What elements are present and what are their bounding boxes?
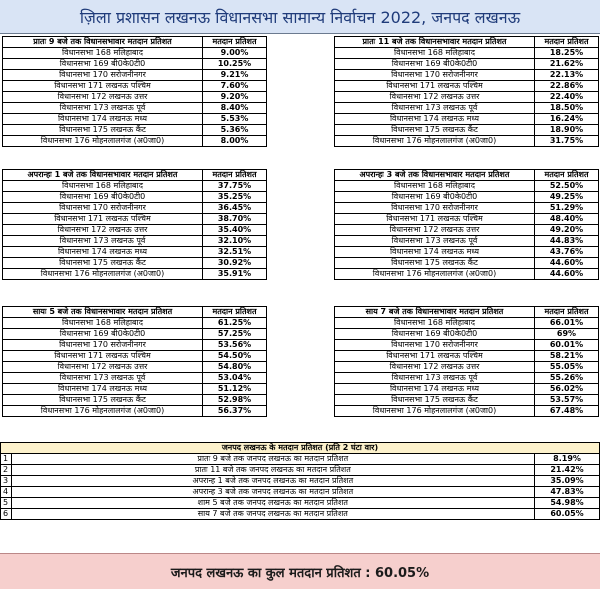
constituency-name: विधानसभा 168 मलिहाबाद bbox=[335, 181, 535, 192]
summary-row bbox=[1, 454, 600, 465]
table-row bbox=[3, 225, 267, 236]
table-row bbox=[335, 59, 599, 70]
constituency-name: विधानसभा 175 लखनऊ कैंट bbox=[3, 258, 203, 269]
table-row bbox=[335, 192, 599, 203]
table-row bbox=[3, 258, 267, 269]
constituency-name: विधानसभा 174 लखनऊ मध्य bbox=[3, 384, 203, 395]
constituency-name: विधानसभा 172 लखनऊ उत्तर bbox=[335, 225, 535, 236]
summary-row bbox=[1, 465, 600, 476]
table-row bbox=[3, 103, 267, 114]
block-header-row bbox=[335, 37, 599, 48]
constituency-name: विधानसभा 169 बी0के0टी0 bbox=[3, 59, 203, 70]
constituency-name: विधानसभा 171 लखनऊ पश्चिम bbox=[3, 81, 203, 92]
table-row bbox=[3, 192, 267, 203]
constituency-name: विधानसभा 172 लखनऊ उत्तर bbox=[3, 362, 203, 373]
constituency-name: विधानसभा 175 लखनऊ कैंट bbox=[335, 395, 535, 406]
turnout-value: 49.20% bbox=[535, 225, 599, 236]
turnout-value: 60.01% bbox=[535, 340, 599, 351]
table-row bbox=[3, 318, 267, 329]
value-column-header: मतदान प्रतिशत bbox=[203, 37, 267, 48]
block-11am-table bbox=[334, 36, 599, 147]
constituency-name: विधानसभा 170 सरोजनीनगर bbox=[335, 340, 535, 351]
constituency-name: विधानसभा 171 लखनऊ पश्चिम bbox=[335, 214, 535, 225]
turnout-value: 36.45% bbox=[203, 203, 267, 214]
constituency-name: विधानसभा 171 लखनऊ पश्चिम bbox=[3, 214, 203, 225]
constituency-name: विधानसभा 168 मलिहाबाद bbox=[335, 48, 535, 59]
turnout-value: 55.05% bbox=[535, 362, 599, 373]
table-row bbox=[335, 70, 599, 81]
table-row bbox=[335, 48, 599, 59]
table-row bbox=[335, 329, 599, 340]
constituency-name: विधानसभा 173 लखनऊ पूर्व bbox=[335, 103, 535, 114]
constituency-name: विधानसभा 169 बी0के0टी0 bbox=[3, 192, 203, 203]
block-3pm-table bbox=[334, 169, 599, 280]
turnout-value: 10.25% bbox=[203, 59, 267, 70]
block-header-label: प्रातः 9 बजे तक विधानसभावार मतदान प्रतिशत bbox=[3, 37, 203, 48]
turnout-value: 56.02% bbox=[535, 384, 599, 395]
turnout-value: 44.83% bbox=[535, 236, 599, 247]
table-row bbox=[3, 214, 267, 225]
constituency-name: विधानसभा 176 मोहनलालगंज (अ0जा0) bbox=[3, 136, 203, 147]
table-row bbox=[335, 258, 599, 269]
turnout-value: 5.53% bbox=[203, 114, 267, 125]
constituency-name: विधानसभा 172 लखनऊ उत्तर bbox=[335, 362, 535, 373]
row-index: 1 bbox=[1, 454, 12, 465]
constituency-name: विधानसभा 170 सरोजनीनगर bbox=[3, 203, 203, 214]
table-row bbox=[335, 406, 599, 417]
block-header-row bbox=[3, 170, 267, 181]
summary-value: 35.09% bbox=[535, 476, 600, 487]
block-header-label: प्रातः 11 बजे तक विधानसभावार मतदान प्रतिशत bbox=[335, 37, 535, 48]
table-row bbox=[335, 247, 599, 258]
value-column-header: मतदान प्रतिशत bbox=[203, 307, 267, 318]
table-row bbox=[3, 351, 267, 362]
constituency-name: विधानसभा 176 मोहनलालगंज (अ0जा0) bbox=[3, 269, 203, 280]
turnout-value: 18.25% bbox=[535, 48, 599, 59]
turnout-value: 51.29% bbox=[535, 203, 599, 214]
constituency-name: विधानसभा 174 लखनऊ मध्य bbox=[335, 247, 535, 258]
table-row bbox=[3, 373, 267, 384]
constituency-name: विधानसभा 173 लखनऊ पूर्व bbox=[3, 373, 203, 384]
constituency-name: विधानसभा 168 मलिहाबाद bbox=[3, 181, 203, 192]
table-row bbox=[335, 373, 599, 384]
value-column-header: मतदान प्रतिशत bbox=[535, 170, 599, 181]
summary-value: 60.05% bbox=[535, 509, 600, 520]
table-row bbox=[335, 384, 599, 395]
table-row bbox=[3, 181, 267, 192]
summary-header: जनपद लखनऊ के मतदान प्रतिशत (प्रति 2 घंटा वार) bbox=[1, 443, 600, 454]
table-row bbox=[3, 406, 267, 417]
table-row bbox=[3, 247, 267, 258]
table-row bbox=[3, 136, 267, 147]
constituency-name: विधानसभा 173 लखनऊ पूर्व bbox=[335, 373, 535, 384]
turnout-value: 18.90% bbox=[535, 125, 599, 136]
constituency-name: विधानसभा 170 सरोजनीनगर bbox=[335, 203, 535, 214]
row-index: 4 bbox=[1, 487, 12, 498]
turnout-value: 35.91% bbox=[203, 269, 267, 280]
constituency-name: विधानसभा 175 लखनऊ कैंट bbox=[3, 395, 203, 406]
turnout-value: 56.37% bbox=[203, 406, 267, 417]
turnout-value: 9.00% bbox=[203, 48, 267, 59]
block-header-label: अपरान्हः 3 बजे तक विधानसभावार मतदान प्रतिशत bbox=[335, 170, 535, 181]
block-1pm-table bbox=[2, 169, 267, 280]
constituency-name: विधानसभा 169 बी0के0टी0 bbox=[335, 192, 535, 203]
constituency-name: विधानसभा 176 मोहनलालगंज (अ0जा0) bbox=[335, 136, 535, 147]
turnout-value: 48.40% bbox=[535, 214, 599, 225]
table-row bbox=[335, 136, 599, 147]
constituency-name: विधानसभा 169 बी0के0टी0 bbox=[335, 59, 535, 70]
turnout-value: 5.36% bbox=[203, 125, 267, 136]
table-row bbox=[335, 103, 599, 114]
turnout-value: 22.13% bbox=[535, 70, 599, 81]
constituency-name: विधानसभा 171 लखनऊ पश्चिम bbox=[335, 81, 535, 92]
constituency-name: विधानसभा 175 लखनऊ कैंट bbox=[335, 125, 535, 136]
table-row bbox=[3, 329, 267, 340]
row-index: 2 bbox=[1, 465, 12, 476]
table-row bbox=[335, 362, 599, 373]
turnout-value: 8.00% bbox=[203, 136, 267, 147]
constituency-name: विधानसभा 168 मलिहाबाद bbox=[335, 318, 535, 329]
block-header-label: साय 7 बजे तक विधानसभावार मतदान प्रतिशत bbox=[335, 307, 535, 318]
constituency-name: विधानसभा 174 लखनऊ मध्य bbox=[335, 114, 535, 125]
block-header-row bbox=[3, 307, 267, 318]
turnout-value: 54.80% bbox=[203, 362, 267, 373]
constituency-name: विधानसभा 172 लखनऊ उत्तर bbox=[3, 92, 203, 103]
turnout-value: 61.25% bbox=[203, 318, 267, 329]
row-index: 3 bbox=[1, 476, 12, 487]
turnout-value: 52.50% bbox=[535, 181, 599, 192]
table-row bbox=[3, 236, 267, 247]
table-row bbox=[335, 236, 599, 247]
row-index: 5 bbox=[1, 498, 12, 509]
constituency-name: विधानसभा 170 सरोजनीनगर bbox=[3, 340, 203, 351]
constituency-name: विधानसभा 175 लखनऊ कैंट bbox=[335, 258, 535, 269]
turnout-value: 32.10% bbox=[203, 236, 267, 247]
summary-value: 8.19% bbox=[535, 454, 600, 465]
turnout-value: 54.50% bbox=[203, 351, 267, 362]
constituency-name: विधानसभा 169 बी0के0टी0 bbox=[335, 329, 535, 340]
turnout-value: 53.56% bbox=[203, 340, 267, 351]
summary-label: शाम 5 बजे तक जनपद लखनऊ का मतदान प्रतिशत bbox=[11, 498, 535, 509]
turnout-value: 67.48% bbox=[535, 406, 599, 417]
total-turnout-banner: जनपद लखनऊ का कुल मतदान प्रतिशत : 60.05% bbox=[0, 553, 600, 589]
row-index: 6 bbox=[1, 509, 12, 520]
summary-value: 54.98% bbox=[535, 498, 600, 509]
table-row bbox=[3, 114, 267, 125]
table-row bbox=[335, 203, 599, 214]
constituency-name: विधानसभा 168 मलिहाबाद bbox=[3, 318, 203, 329]
summary-label: अपरान्ह 1 बजे तक जनपद लखनऊ का मतदान प्रतिशत bbox=[11, 476, 535, 487]
constituency-name: विधानसभा 172 लखनऊ उत्तर bbox=[3, 225, 203, 236]
block-header-label: अपरान्हः 1 बजे तक विधानसभावार मतदान प्रतिशत bbox=[3, 170, 203, 181]
table-row bbox=[3, 70, 267, 81]
table-row bbox=[335, 181, 599, 192]
constituency-name: विधानसभा 174 लखनऊ मध्य bbox=[3, 247, 203, 258]
summary-label: प्रातः 9 बजे तक जनपद लखनऊ का मतदान प्रतिशत bbox=[11, 454, 535, 465]
block-5pm-table bbox=[2, 306, 267, 417]
table-row bbox=[3, 395, 267, 406]
constituency-name: विधानसभा 176 मोहनलालगंज (अ0जा0) bbox=[335, 269, 535, 280]
turnout-value: 52.98% bbox=[203, 395, 267, 406]
constituency-name: विधानसभा 171 लखनऊ पश्चिम bbox=[335, 351, 535, 362]
turnout-value: 32.51% bbox=[203, 247, 267, 258]
constituency-name: विधानसभा 173 लखनऊ पूर्व bbox=[3, 103, 203, 114]
turnout-value: 69% bbox=[535, 329, 599, 340]
summary-value: 47.83% bbox=[535, 487, 600, 498]
constituency-name: विधानसभा 172 लखनऊ उत्तर bbox=[335, 92, 535, 103]
summary-label: साय 7 बजे तक जनपद लखनऊ का मतदान प्रतिशत bbox=[11, 509, 535, 520]
summary-row bbox=[1, 476, 600, 487]
turnout-value: 22.86% bbox=[535, 81, 599, 92]
table-row bbox=[3, 203, 267, 214]
district-summary-table bbox=[0, 442, 600, 520]
constituency-name: विधानसभा 175 लखनऊ कैंट bbox=[3, 125, 203, 136]
table-row bbox=[335, 81, 599, 92]
turnout-value: 38.70% bbox=[203, 214, 267, 225]
summary-value: 21.42% bbox=[535, 465, 600, 476]
constituency-name: विधानसभा 176 मोहनलालगंज (अ0जा0) bbox=[3, 406, 203, 417]
turnout-value: 35.25% bbox=[203, 192, 267, 203]
constituency-name: विधानसभा 174 लखनऊ मध्य bbox=[335, 384, 535, 395]
table-row bbox=[335, 225, 599, 236]
turnout-value: 30.92% bbox=[203, 258, 267, 269]
table-row bbox=[3, 269, 267, 280]
turnout-value: 7.60% bbox=[203, 81, 267, 92]
table-row bbox=[3, 92, 267, 103]
turnout-value: 43.76% bbox=[535, 247, 599, 258]
constituency-name: विधानसभा 173 लखनऊ पूर्व bbox=[3, 236, 203, 247]
constituency-name: विधानसभा 168 मलिहाबाद bbox=[3, 48, 203, 59]
constituency-name: विधानसभा 176 मोहनलालगंज (अ0जा0) bbox=[335, 406, 535, 417]
summary-row bbox=[1, 487, 600, 498]
block-header-row bbox=[335, 170, 599, 181]
turnout-value: 44.60% bbox=[535, 258, 599, 269]
constituency-name: विधानसभा 170 सरोजनीनगर bbox=[3, 70, 203, 81]
table-row bbox=[3, 59, 267, 70]
block-header-label: सायः 5 बजे तक विधानसभावार मतदान प्रतिशत bbox=[3, 307, 203, 318]
block-7pm-table bbox=[334, 306, 599, 417]
table-row bbox=[335, 351, 599, 362]
summary-label: प्रातः 11 बजे तक जनपद लखनऊ का मतदान प्रतिशत bbox=[11, 465, 535, 476]
constituency-name: विधानसभा 171 लखनऊ पश्चिम bbox=[3, 351, 203, 362]
turnout-value: 37.75% bbox=[203, 181, 267, 192]
turnout-value: 9.20% bbox=[203, 92, 267, 103]
constituency-name: विधानसभा 174 लखनऊ मध्य bbox=[3, 114, 203, 125]
turnout-value: 53.04% bbox=[203, 373, 267, 384]
table-row bbox=[3, 340, 267, 351]
table-row bbox=[3, 362, 267, 373]
table-row bbox=[3, 125, 267, 136]
block-header-row bbox=[3, 37, 267, 48]
turnout-value: 53.57% bbox=[535, 395, 599, 406]
block-header-row bbox=[335, 307, 599, 318]
turnout-value: 22.40% bbox=[535, 92, 599, 103]
turnout-value: 49.25% bbox=[535, 192, 599, 203]
turnout-value: 57.25% bbox=[203, 329, 267, 340]
summary-header-row bbox=[1, 443, 600, 454]
block-9am-table bbox=[2, 36, 267, 147]
table-row bbox=[3, 81, 267, 92]
table-row bbox=[335, 114, 599, 125]
constituency-name: विधानसभा 173 लखनऊ पूर्व bbox=[335, 236, 535, 247]
value-column-header: मतदान प्रतिशत bbox=[535, 37, 599, 48]
summary-row bbox=[1, 509, 600, 520]
table-row bbox=[335, 125, 599, 136]
constituency-name: विधानसभा 170 सरोजनीनगर bbox=[335, 70, 535, 81]
turnout-value: 66.01% bbox=[535, 318, 599, 329]
value-column-header: मतदान प्रतिशत bbox=[535, 307, 599, 318]
constituency-name: विधानसभा 169 बी0के0टी0 bbox=[3, 329, 203, 340]
turnout-value: 21.62% bbox=[535, 59, 599, 70]
turnout-value: 55.26% bbox=[535, 373, 599, 384]
table-row bbox=[335, 92, 599, 103]
table-row bbox=[335, 269, 599, 280]
turnout-value: 18.50% bbox=[535, 103, 599, 114]
table-row bbox=[335, 340, 599, 351]
table-row bbox=[335, 318, 599, 329]
page-title: ज़िला प्रशासन लखनऊ विधानसभा सामान्य निर्वाचन 2022, जनपद लखनऊ bbox=[0, 0, 600, 34]
summary-label: अपरान्ह 3 बजे तक जनपद लखनऊ का मतदान प्रतिशत bbox=[11, 487, 535, 498]
turnout-value: 35.40% bbox=[203, 225, 267, 236]
summary-row bbox=[1, 498, 600, 509]
turnout-value: 9.21% bbox=[203, 70, 267, 81]
table-row bbox=[335, 214, 599, 225]
turnout-value: 58.21% bbox=[535, 351, 599, 362]
turnout-value: 8.40% bbox=[203, 103, 267, 114]
turnout-value: 31.75% bbox=[535, 136, 599, 147]
turnout-value: 16.24% bbox=[535, 114, 599, 125]
value-column-header: मतदान प्रतिशत bbox=[203, 170, 267, 181]
turnout-value: 44.60% bbox=[535, 269, 599, 280]
table-row bbox=[3, 384, 267, 395]
turnout-value: 51.12% bbox=[203, 384, 267, 395]
table-row bbox=[3, 48, 267, 59]
table-row bbox=[335, 395, 599, 406]
